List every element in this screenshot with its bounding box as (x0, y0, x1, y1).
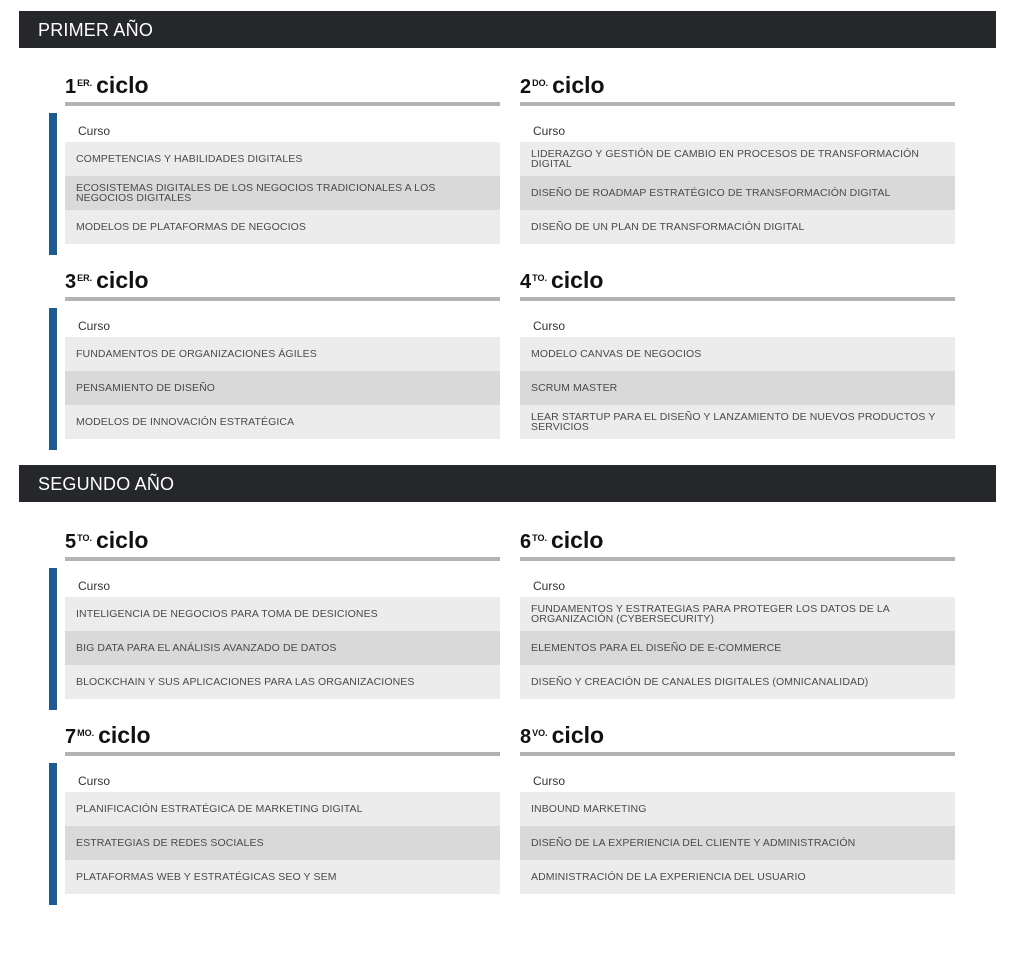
cycle-suffix: DO. (532, 78, 549, 88)
accent-bar (49, 568, 57, 710)
course-row: FUNDAMENTOS DE ORGANIZACIONES ÁGILES (65, 337, 500, 371)
cycle-3 (65, 267, 500, 442)
year-header-second (19, 465, 996, 502)
cycle-divider (65, 297, 500, 301)
cycle-word: ciclo (552, 72, 605, 98)
cycle-number: 2 (520, 76, 532, 98)
cycle-divider (520, 752, 955, 756)
course-row: INTELIGENCIA DE NEGOCIOS PARA TOMA DE DESICIONES (65, 597, 500, 631)
cycle-word: ciclo (98, 722, 151, 748)
course-row: DISEÑO Y CREACIÓN DE CANALES DIGITALES (OMNICANALIDAD) (520, 665, 955, 699)
course-row: ESTRATEGIAS DE REDES SOCIALES (65, 826, 500, 860)
cycle-divider (65, 752, 500, 756)
course-column-header: Curso (78, 579, 111, 593)
cycle-title (65, 267, 149, 295)
course-row: PENSAMIENTO DE DISEÑO (65, 371, 500, 405)
course-row: MODELOS DE INNOVACIÓN ESTRATÉGICA (65, 405, 500, 439)
cycle-suffix: TO. (532, 533, 547, 543)
course-row: ADMINISTRACIÓN DE LA EXPERIENCIA DEL USUARIO (520, 860, 955, 894)
cycle-title (520, 267, 603, 295)
cycle-1 (65, 72, 500, 247)
cycle-number: 8 (520, 726, 532, 748)
course-row: DISEÑO DE UN PLAN DE TRANSFORMACIÓN DIGITAL (520, 210, 955, 244)
cycle-title (520, 527, 603, 555)
course-column-header: Curso (78, 124, 111, 138)
course-row: MODELOS DE PLATAFORMAS DE NEGOCIOS (65, 210, 500, 244)
course-column-header: Curso (78, 319, 111, 333)
cycle-word: ciclo (96, 72, 149, 98)
year-header-first (19, 11, 996, 48)
cycle-8 (520, 722, 955, 897)
course-row: BIG DATA PARA EL ANÁLISIS AVANZADO DE DATOS (65, 631, 500, 665)
cycle-title (65, 527, 148, 555)
cycle-divider (520, 297, 955, 301)
year-title: PRIMER AÑO (38, 20, 154, 40)
course-column-header: Curso (533, 579, 566, 593)
accent-bar (49, 763, 57, 905)
course-row: COMPETENCIAS Y HABILIDADES DIGITALES (65, 142, 500, 176)
course-list (520, 142, 955, 244)
cycle-number: 3 (65, 271, 77, 293)
course-list (65, 142, 500, 244)
accent-bar (49, 308, 57, 450)
course-list (520, 792, 955, 894)
cycle-word: ciclo (551, 722, 605, 748)
course-row: ELEMENTOS PARA EL DISEÑO DE E-COMMERCE (520, 631, 955, 665)
course-column-header: Curso (533, 774, 566, 788)
cycle-suffix: TO. (532, 273, 547, 283)
cycle-title (65, 72, 149, 100)
cycle-suffix: ER. (77, 78, 93, 88)
cycle-suffix: MO. (77, 728, 95, 738)
course-row: BLOCKCHAIN Y SUS APLICACIONES PARA LAS ORGANIZACIONES (65, 665, 500, 699)
cycle-suffix: TO. (77, 533, 92, 543)
course-row: PLATAFORMAS WEB Y ESTRATÉGICAS SEO Y SEM (65, 860, 500, 894)
cycle-number: 6 (520, 531, 532, 553)
cycle-title (520, 72, 605, 100)
cycle-title (520, 722, 604, 750)
cycle-word: ciclo (550, 267, 604, 293)
cycle-divider (520, 557, 955, 561)
course-row: DISEÑO DE LA EXPERIENCIA DEL CLIENTE Y ADMINISTRACIÓN (520, 826, 955, 860)
cycle-number: 7 (65, 726, 77, 748)
cycle-number: 1 (65, 76, 77, 98)
course-row: INBOUND MARKETING (520, 792, 955, 826)
course-list (65, 792, 500, 894)
cycle-4 (520, 267, 955, 442)
course-column-header: Curso (533, 319, 566, 333)
cycle-title (65, 722, 151, 750)
course-row: FUNDAMENTOS Y ESTRATEGIAS PARA PROTEGER LOS DATOS DE LA ORGANIZACIÓN (CYBERSECURITY) (520, 597, 955, 631)
cycle-divider (65, 557, 500, 561)
course-row: PLANIFICACIÓN ESTRATÉGICA DE MARKETING DIGITAL (65, 792, 500, 826)
cycle-6 (520, 527, 955, 702)
cycle-divider (520, 102, 955, 106)
course-row: ECOSISTEMAS DIGITALES DE LOS NEGOCIOS TRADICIONALES A LOS NEGOCIOS DIGITALES (65, 176, 500, 210)
cycle-number: 5 (65, 531, 77, 553)
cycle-word: ciclo (96, 267, 149, 293)
course-row: LEAR STARTUP PARA EL DISEÑO Y LANZAMIENTO DE NUEVOS PRODUCTOS Y SERVICIOS (520, 405, 955, 439)
cycle-7 (65, 722, 500, 897)
cycle-divider (65, 102, 500, 106)
cycle-5 (65, 527, 500, 702)
course-column-header: Curso (533, 124, 566, 138)
cycle-word: ciclo (550, 527, 604, 553)
course-row: SCRUM MASTER (520, 371, 955, 405)
accent-bar (49, 113, 57, 255)
cycle-suffix: VO. (532, 728, 548, 738)
course-list (65, 597, 500, 699)
course-row: LIDERAZGO Y GESTIÓN DE CAMBIO EN PROCESOS DE TRANSFORMACIÓN DIGITAL (520, 142, 955, 176)
course-list (65, 337, 500, 439)
course-row: DISEÑO DE ROADMAP ESTRATÉGICO DE TRANSFORMACIÓN DIGITAL (520, 176, 955, 210)
year-title: SEGUNDO AÑO (38, 474, 175, 494)
course-row: MODELO CANVAS DE NEGOCIOS (520, 337, 955, 371)
cycle-2 (520, 72, 955, 247)
cycle-word: ciclo (95, 527, 149, 553)
course-list (520, 597, 955, 699)
cycle-suffix: ER. (77, 273, 93, 283)
course-column-header: Curso (78, 774, 111, 788)
course-list (520, 337, 955, 439)
cycle-number: 4 (520, 271, 532, 293)
